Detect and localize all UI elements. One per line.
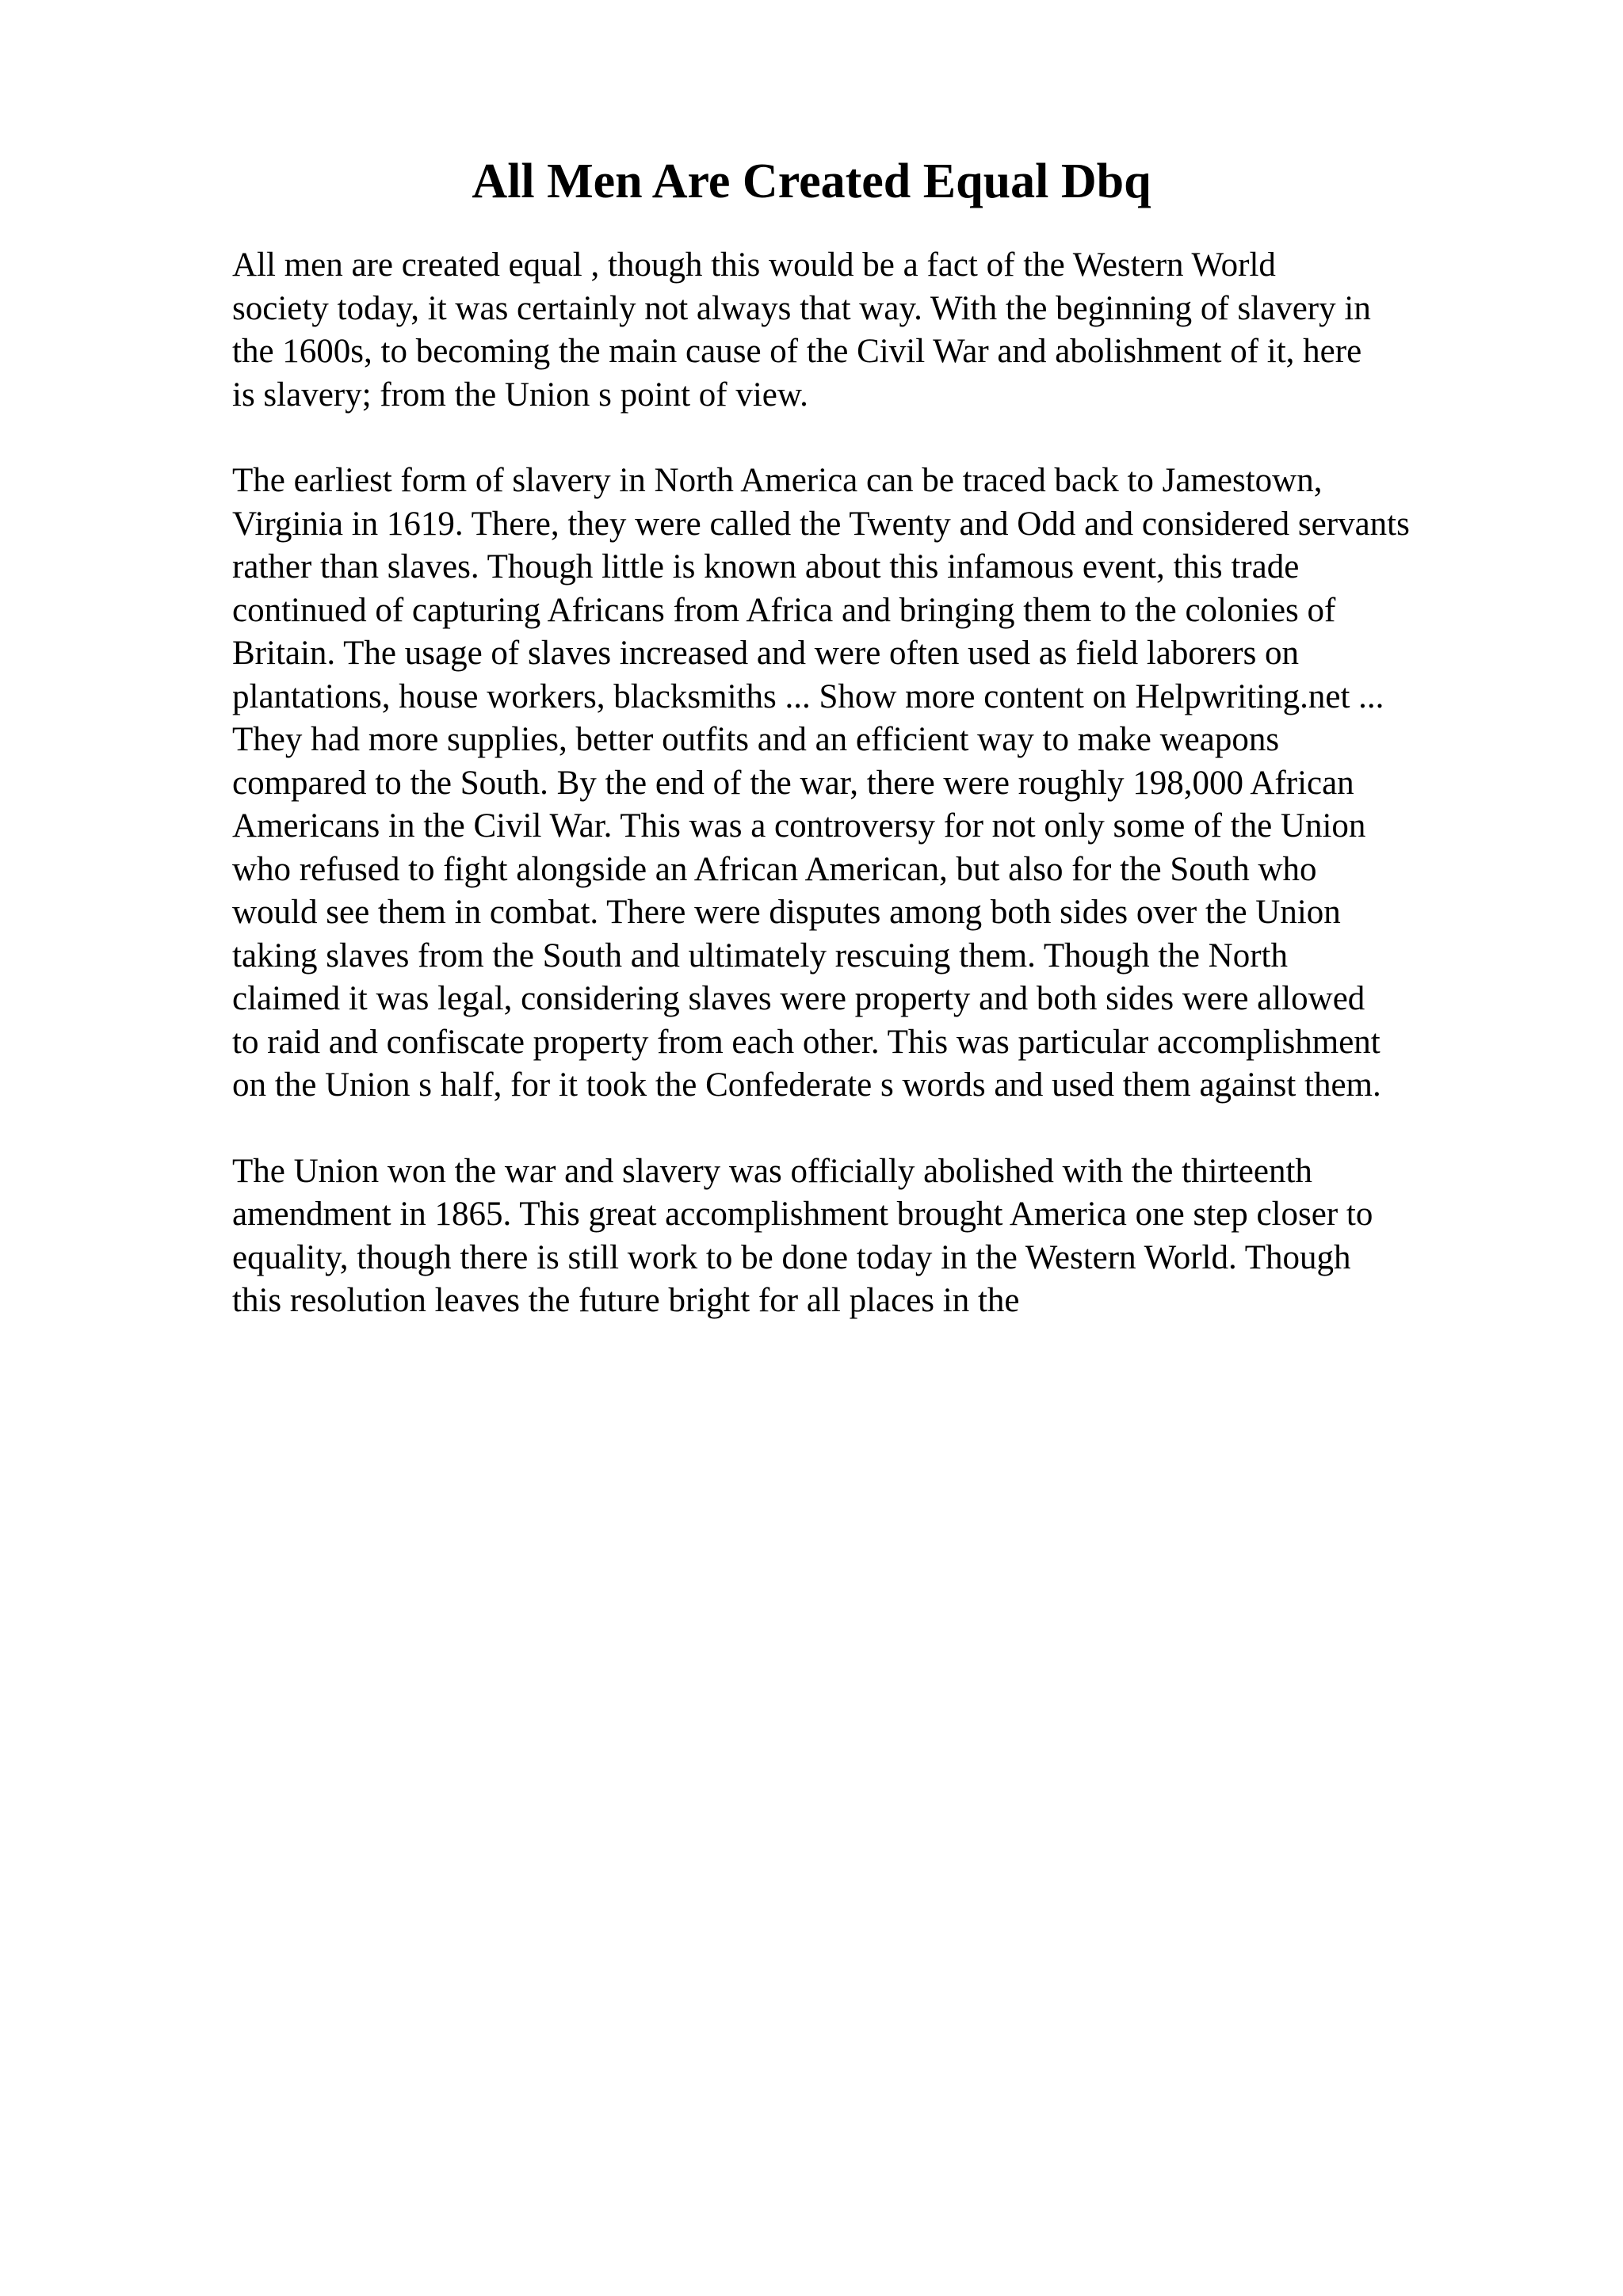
paragraph-2 bbox=[232, 460, 1532, 1108]
text-line: who refused to fight alongside an African American, but also for the South who bbox=[232, 850, 1317, 888]
text-line: is slavery; from the Union s point of view. bbox=[232, 376, 808, 414]
text-line: The Union won the war and slavery was officially abolished with the thirteenth bbox=[232, 1152, 1312, 1190]
text-line: claimed it was legal, considering slaves were property and both sides were allowed bbox=[232, 980, 1365, 1017]
paragraph-1 bbox=[232, 244, 1532, 417]
text-line: equality, though there is still work to be done today in the Western World. Though bbox=[232, 1238, 1351, 1276]
text-line: taking slaves from the South and ultimately rescuing them. Though the North bbox=[232, 936, 1288, 974]
text-line: The earliest form of slavery in North America can be traced back to Jamestown, bbox=[232, 462, 1323, 499]
document-body bbox=[232, 244, 1532, 1366]
text-line: plantations, house workers, blacksmiths ... Show more content on Helpwriting.net ... bbox=[232, 677, 1384, 715]
text-line: All men are created equal , though this would be a fact of the Western World bbox=[232, 246, 1276, 284]
text-line: rather than slaves. Though little is known about this infamous event, this trade bbox=[232, 548, 1300, 585]
text-line: compared to the South. By the end of the war, there were roughly 198,000 African bbox=[232, 764, 1354, 802]
text-line: Americans in the Civil War. This was a controversy for not only some of the Union bbox=[232, 807, 1366, 845]
text-line: on the Union s half, for it took the Confederate s words and used them against them. bbox=[232, 1066, 1381, 1104]
text-line: the 1600s, to becoming the main cause of the Civil War and abolishment of it, here bbox=[232, 333, 1362, 370]
text-line: Virginia in 1619. There, they were called the Twenty and Odd and considered servants bbox=[232, 505, 1410, 543]
text-line: society today, it was certainly not always that way. With the beginning of slavery in bbox=[232, 289, 1371, 327]
text-line: They had more supplies, better outfits and an efficient way to make weapons bbox=[232, 721, 1280, 758]
text-line: amendment in 1865. This great accomplishment brought America one step closer to bbox=[232, 1196, 1373, 1233]
text-line: to raid and confiscate property from each other. This was particular accomplishment bbox=[232, 1023, 1381, 1061]
document-title: All Men Are Created Equal Dbq bbox=[472, 154, 1151, 208]
text-line: this resolution leaves the future bright for all places in the bbox=[232, 1282, 1020, 1319]
paragraph-3 bbox=[232, 1150, 1532, 1323]
text-line: Britain. The usage of slaves increased and were often used as field laborers on bbox=[232, 635, 1300, 672]
text-line: would see them in combat. There were disputes among both sides over the Union bbox=[232, 894, 1341, 931]
text-line: continued of capturing Africans from Africa and bringing them to the colonies of bbox=[232, 591, 1336, 629]
